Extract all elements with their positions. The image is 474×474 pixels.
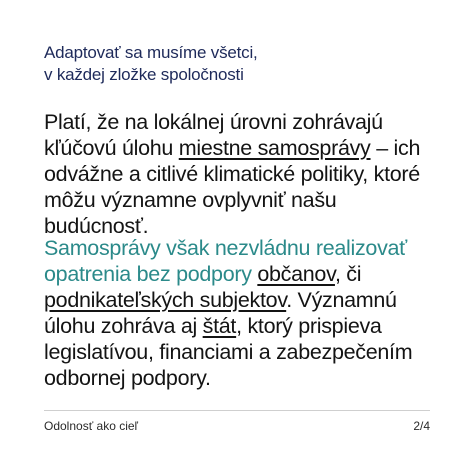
header-line-1: Adaptovať sa musíme všetci, <box>44 43 258 62</box>
link-citizens[interactable]: občanov <box>257 262 335 286</box>
link-businesses[interactable]: podnikateľských subjektov <box>44 288 287 312</box>
paragraph-2-separator: , či <box>334 262 362 286</box>
paragraph-1-text-start: Platí, že na lokálnej úrovni zohrávajú kľúčovú úlohu <box>44 110 383 160</box>
footer-page-counter: 2/4 <box>413 419 430 433</box>
paragraph-2-end: , ktorý prispieva legislatívou, financiami a zabezpečením odbornej podpory. <box>44 314 413 390</box>
paragraph-1-text-end: – ich odvážne a citlivé klimatické politiky, ktoré môžu významne ovplyvniť našu budúcnosť. <box>44 136 421 238</box>
paragraph-support <box>44 235 444 391</box>
link-local-governments[interactable]: miestne samosprávy <box>178 136 371 160</box>
header-line-2: v každej zložke spoločnosti <box>44 65 244 84</box>
paragraph-2-lead-highlight: Samosprávy však nezvládnu realizovať opatrenia bez podpory <box>44 236 407 286</box>
paragraph-municipalities <box>44 109 444 239</box>
link-state[interactable]: štát <box>202 314 237 338</box>
footer-series-title: Odolnosť ako cieľ <box>44 419 139 433</box>
footer-divider <box>44 410 430 411</box>
paragraph-2-middle: . Významnú úlohu zohráva aj <box>44 288 397 338</box>
slide-header <box>44 42 444 86</box>
